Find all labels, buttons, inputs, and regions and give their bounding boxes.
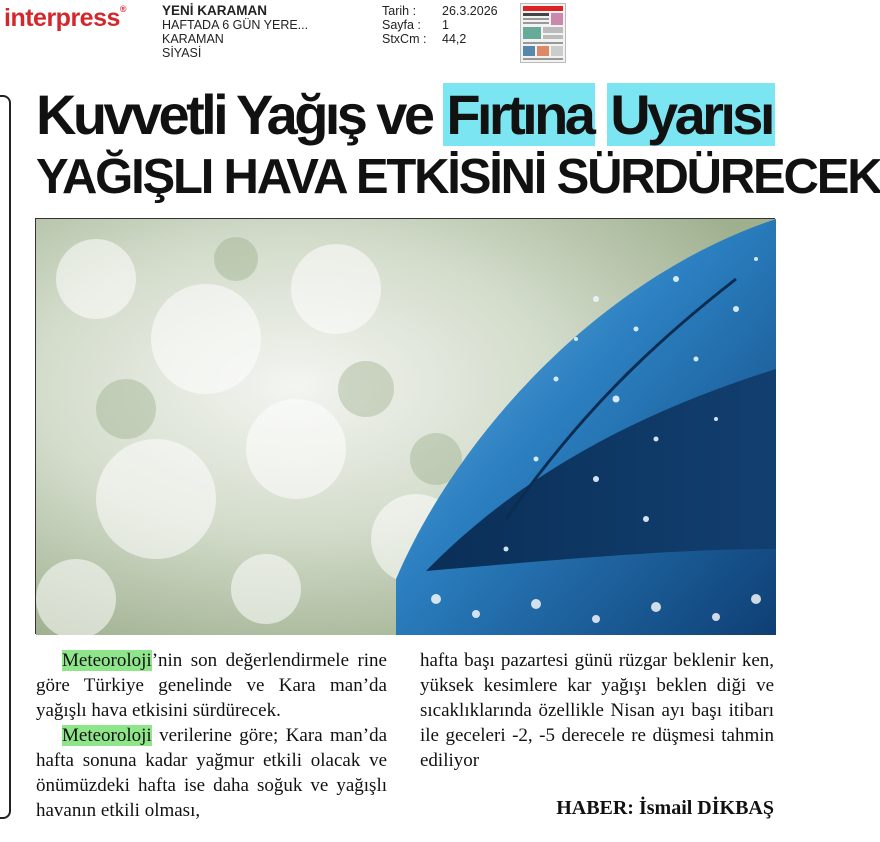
umbrella-in-rain-photo — [36, 219, 776, 635]
article-byline: HABER: İsmail DİKBAŞ — [556, 797, 774, 819]
stxcm-value: 44,2 — [442, 32, 467, 46]
date-label: Tarih : — [382, 4, 417, 18]
publication-section: SİYASİ — [162, 46, 202, 60]
column-bracket — [0, 95, 11, 819]
page-label: Sayfa : — [382, 18, 421, 32]
headline-main-text: Kuvvetli Yağış ve — [36, 83, 432, 146]
clipping-header — [0, 0, 790, 70]
article-column-1 — [36, 648, 387, 823]
interpress-logo — [4, 4, 126, 33]
headline-highlight-1: Fırtına — [443, 83, 595, 146]
article-column-2 — [420, 648, 774, 773]
publication-city: KARAMAN — [162, 32, 224, 46]
headline-highlight-2: Uyarısı — [607, 83, 775, 146]
stxcm-row — [382, 32, 498, 46]
publication-frequency: HAFTADA 6 GÜN YERE... — [162, 18, 309, 32]
headline-main — [36, 82, 776, 150]
logo-text: interpress — [4, 4, 120, 32]
headline-sub: YAĞIŞLI HAVA ETKİSİNİ SÜRDÜRECEK — [36, 150, 880, 204]
page-value: 1 — [442, 18, 449, 32]
page-row — [382, 18, 498, 32]
date-value: 26.3.2026 — [442, 4, 498, 18]
article-paragraph-3: hafta başı pazartesi günü rüzgar beklenir ken, yüksek kesimlere kar yağışı beklen diği ve sıcaklıklarında özellikle Nisan ayı başı itibarı ile geceleri -2, -5 derecele re düşmesi tahmin ediliyor — [420, 650, 774, 771]
keyword-highlight: Meteoroloji — [62, 650, 152, 671]
article-photo — [35, 218, 775, 634]
registered-mark: ® — [119, 4, 127, 14]
paragraph-2-text: verilerine göre; Kara man’da hafta sonuna kadar yağmur etkili olacak ve önümüzdeki hafta ise daha soğuk ve yağışlı havanın etkili olması, — [36, 725, 387, 821]
newspaper-page-thumbnail[interactable] — [520, 3, 566, 63]
article-paragraph-1 — [36, 648, 387, 723]
publication-name: YENİ KARAMAN — [162, 3, 268, 18]
article-paragraph-2 — [36, 723, 387, 823]
paragraph-1-text: ’nin son değerlendirmele rine göre Türkiye genelinde ve Kara man’da yağışlı hava etkisini sürdürecek. — [36, 650, 387, 721]
publication-info — [162, 4, 308, 60]
stxcm-label: StxCm : — [382, 32, 427, 46]
keyword-highlight: Meteoroloji — [62, 725, 152, 746]
date-row — [382, 4, 498, 18]
thumbnail-icon — [521, 4, 565, 62]
clipping-meta — [382, 4, 498, 46]
